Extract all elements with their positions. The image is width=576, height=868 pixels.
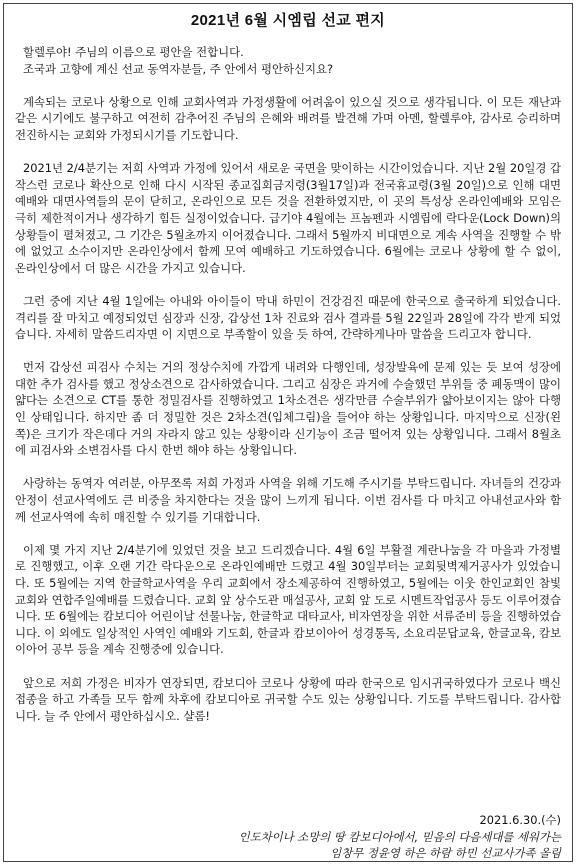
body-paragraph: 앞으로 저희 가정은 비자가 연장되면, 캄보디아 코로나 상황에 따라 한국으로 임시귀국하였다가 코로나 백신접종을 하고 가족들 모두 함께 차후에 캄보디아로 귀국할 수도 있는 상황입니다. 기도를 부탁드립니다. 감사합니다. 늘 주 안에서 평안하십시오. 샬롬! <box>15 675 561 723</box>
letter-date: 2021.6.30.(수) <box>479 813 561 827</box>
body-paragraph: 이제 몇 가지 지난 2/4분기에 있었던 것을 보고 드리겠습니다. 4월 6일 부활절 계란나눔을 각 마을과 가정별로 진행했고, 이후 오랜 기간 락다운으로 온라인예배만 드렸고 4월 30일부터는 교회뒷벽제거공사가 있었습니다. 또 5월에는 지역 한글학교사역을 우리 교회에서 장소제공하여 진행하였고, 5월에는 이웃 한인교회인 참빛교회와 연합주일예배를 드렸습니다. 교회 앞 상수도관 매설공사, 교회 앞 도로 시멘트작업공사 등도 이루어졌습니다. 또 6월에는 캄보디아 어린이날 선물나눔, 한글학교 대타교사, 비자연장을 위한 서류준비 등을 진행하였습니다. 이 외에도 일상적인 사역인 예배와 기도회, 한글과 캄보이아어 성경통독, 소요리문답교육, 한글교육, 캄보이아어 공부 등을 계속 진행중에 있습니다. <box>15 542 561 657</box>
signature-line: 인도차이나 소망의 땅 캄보디아에서, 믿음의 다음세대를 세워가는 <box>238 830 561 844</box>
letter-body <box>15 44 561 741</box>
body-paragraph: 사랑하는 동역자 여러분, 아무쪼록 저희 가정과 사역을 위해 기도해 주시기를 부탁드립니다. 자녀들의 건강과 안정이 선교사역에도 큰 비중을 차지한다는 것을 많이 느끼게 됩니다. 이번 검사를 다 마치고 아내선교사와 함께 선교사역에 속히 매진할 수 있기를 기대합니다. <box>15 476 561 524</box>
body-paragraph: 먼저 갑상선 피검사 수치는 거의 정상수치에 가깝게 내려와 다행인데, 성장발육에 문제 있는 듯 보여 성장에 대한 추가 검사를 했고 정상소견으로 감사하였습니다. 그리고 심장은 과거에 수술했던 부위들 중 폐동맥이 많이 얇다는 소견으로 CT를 통한 정밀검사를 진행하였고 1차소견은 생각만큼 수술부위가 얇아보이지는 않아 다행인 상태입니다. 하지만 좀 더 정밀한 것은 2차소견(입체그림)을 들어야 하는 상황입니다. 마지막으로 신장(왼쪽)은 크기가 작은데다 거의 자라지 않고 있는 상황이라 신기능이 조금 떨어져 있는 상황입니다. 그래서 8월초에 피검사와 소변검사를 다시 한번 해야 하는 상황입니다. <box>15 360 561 458</box>
body-paragraph: 2021년 2/4분기는 저희 사역과 가정에 있어서 새로운 국면을 맞이하는 시간이었습니다. 지난 2월 20일경 갑작스런 코로나 확산으로 인해 다시 시작된 종교집회금지령(3월17일)과 전국휴교령(3월 20일)으로 인해 대면예배와 대면사역들의 문이 닫히고, 온라인으로 모든 것을 전환하였지만, 이 곳의 특성상 온라인예배와 모임은 극히 제한적이거나 생각하기 힘든 실정이었습니다. 급기야 4월에는 프놈펜과 시엠립에 락다운(Lock Down)의 상황들이 펼쳐졌고, 그 기간은 5월초까지 이어졌습니다. 그래서 5월까지 비대면으로 계속 사역을 진행할 수 밖에 없었고 소수이지만 온라인상에서 함께 모여 예배하고 기도하였습니다. 6월에는 코로나 상황에 할 수 없이, 온라인상에서 더 많은 시간을 가지고 있습니다. <box>15 161 561 275</box>
letter-title: 2021년 6월 시엠립 선교 편지 <box>190 12 386 29</box>
body-paragraph: 계속되는 코로나 상황으로 인해 교회사역과 가정생활에 어려움이 있으실 것으로 생각됩니다. 이 모든 재난과 같은 시기에도 불구하고 여전히 감추어진 주님의 은혜와 배려를 발견해 가며 아멘, 할렐루야, 감사로 승리하며 전진하시는 교회와 가정되시기를 기도합니다. <box>15 94 561 142</box>
letter-page <box>3 3 573 862</box>
greeting-line: 할렐루야! 주님의 이름으로 평안을 전합니다. <box>23 45 244 59</box>
body-paragraph: 그런 중에 지난 4월 1일에는 아내와 아이들이 막내 하민이 건강검진 때문에 한국으로 출국하게 되었습니다. 격리를 잘 마치고 예정되었던 심장과 신장, 갑상선 1차 진료와 검사 결과를 5월 22일과 28일에 각각 받게 되었습니다. 자세히 말씀드리자면 이 지면으로 부족할이 있을 듯 하여, 간략하게나마 말씀을 드리고자 합니다. <box>15 293 561 342</box>
greeting-line: 조국과 고향에 계신 선교 동역자분들, 주 안에서 평안하신지요? <box>23 61 334 76</box>
signature-line: 임창무 정윤영 하은 하람 하민 선교사가족 올림 <box>330 846 561 860</box>
